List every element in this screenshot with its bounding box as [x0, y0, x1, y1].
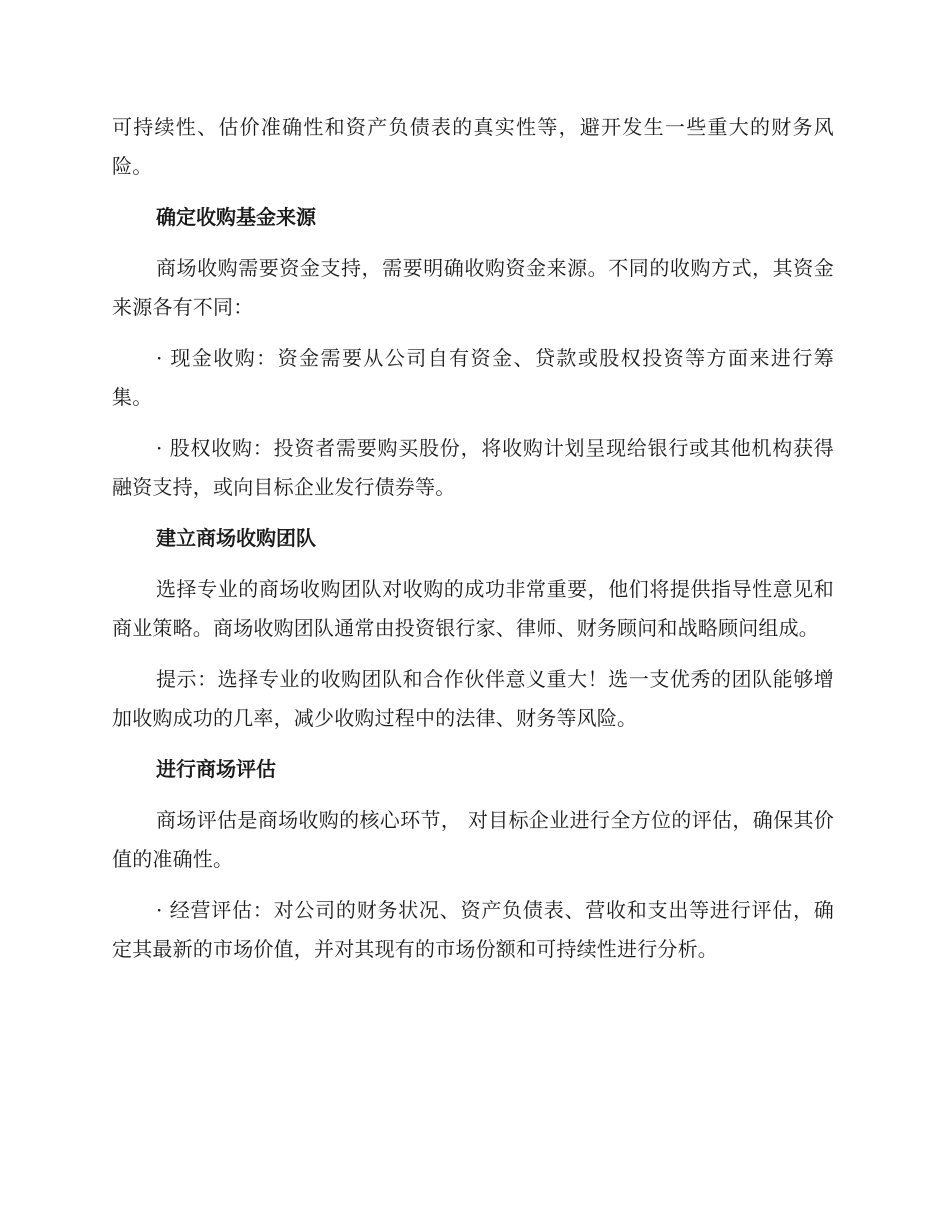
heading-mall-evaluation: 进行商场评估 — [156, 757, 276, 781]
paragraph-evaluation-intro: 商场评估是商场收购的核心环节， 对目标企业进行全方位的评估，确保其价值的准确性。 — [112, 808, 834, 871]
document-page — [112, 108, 834, 981]
paragraph-team-intro: 选择专业的商场收购团队对收购的成功非常重要，他们将提供指导性意见和商业策略。商场收购团队通常由投资银行家、律师、财务顾问和战略顾问组成。 — [112, 577, 834, 640]
heading-funding-source: 确定收购基金来源 — [156, 205, 316, 229]
bullet-operation-evaluation: · 经营评估：对公司的财务状况、资产负债表、营收和支出等进行评估，确定其最新的市场价值，并对其现有的市场份额和可持续性进行分析。 — [112, 898, 834, 961]
paragraph-financial-risk: 可持续性、估价准确性和资产负债表的真实性等，避开发生一些重大的财务风险。 — [112, 115, 834, 178]
paragraph-team-tip: 提示：选择专业的收购团队和合作伙伴意义重大！选一支优秀的团队能够增加收购成功的几率，减少收购过程中的法律、财务等风险。 — [112, 667, 834, 730]
bullet-cash-acquisition: · 现金收购：资金需要从公司自有资金、贷款或股权投资等方面来进行筹集。 — [112, 346, 834, 409]
bullet-equity-acquisition: · 股权收购：投资者需要购买股份，将收购计划呈现给银行或其他机构获得融资支持，或向目标企业发行债券等。 — [112, 436, 834, 499]
heading-acquisition-team: 建立商场收购团队 — [156, 526, 316, 550]
paragraph-funding-intro: 商场收购需要资金支持，需要明确收购资金来源。不同的收购方式，其资金来源各有不同： — [112, 256, 834, 319]
